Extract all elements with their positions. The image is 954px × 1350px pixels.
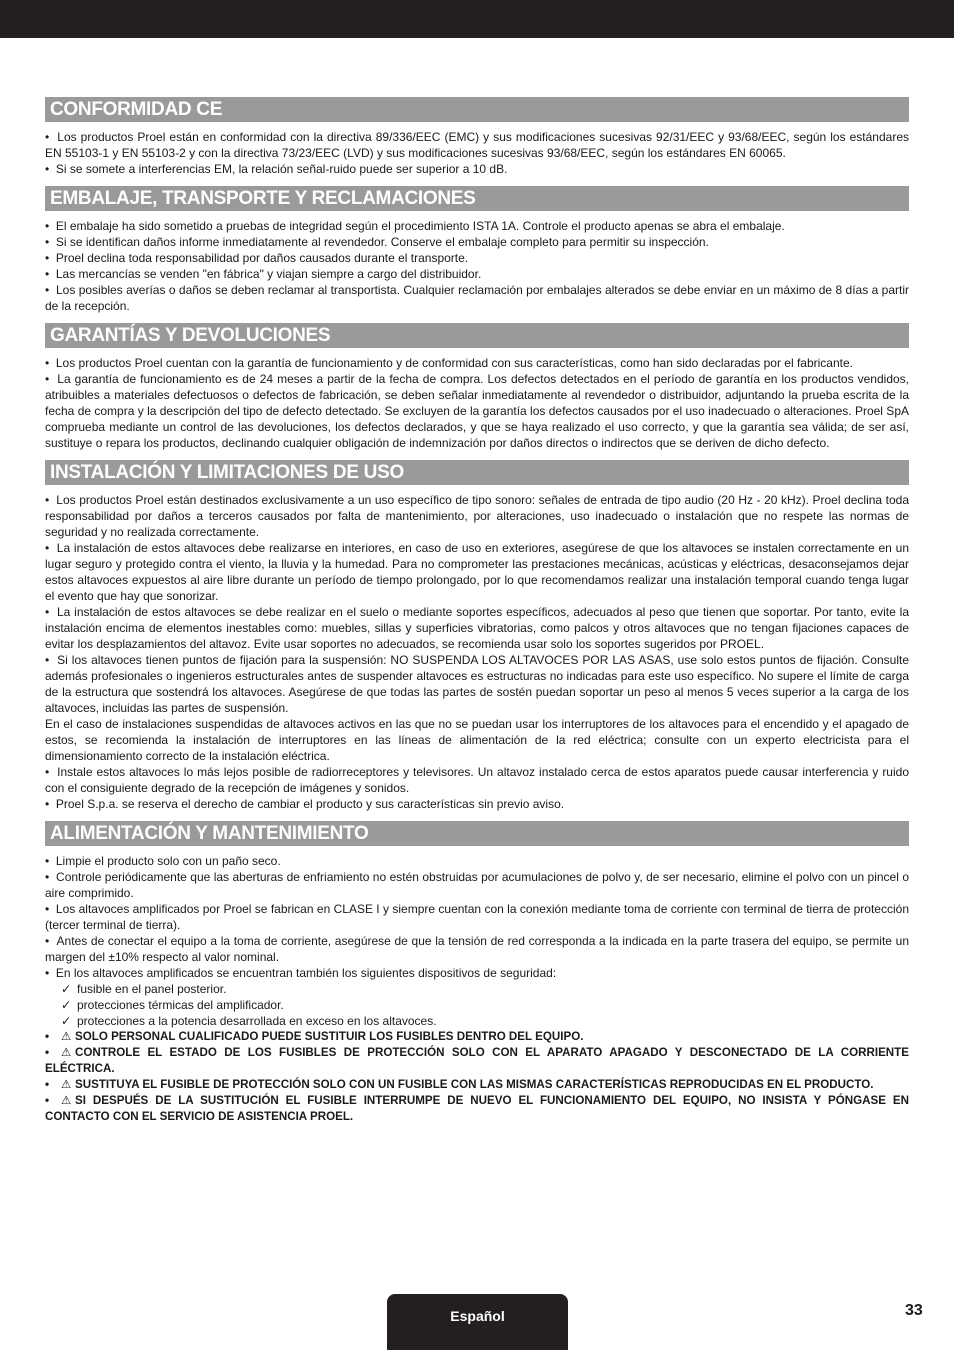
paragraph: • El embalaje ha sido sometido a pruebas de integridad según el procedimiento ISTA 1A. Controle el producto apenas se abra el embalaje. <box>45 219 785 233</box>
paragraph: • Los productos Proel cuentan con la garantía de funcionamiento y de conformidad con sus características, como han sido declaradas por el fabricante. <box>45 356 853 370</box>
warning-icon: ⚠ <box>61 1078 72 1091</box>
paragraph: • Los productos Proel están destinados exclusivamente a un uso específico de tipo sonoro: señales de entrada de tipo audio (20 Hz - 20 kHz). Proel declina toda responsabilidad por daños a terceros causados por falta de mantenimiento, por alteraciones, uso inadecuado o instalación que no respete las normas de seguridad y no realizada correctamente. <box>45 493 909 539</box>
paragraph: • La instalación de estos altavoces se debe realizar en el suelo o mediante soportes específicos, adecuados al peso que tienen que soportar. Por tanto, evite la instalación encima de elementos inestables como: muebles, sillas y superficies vibratorias, como palcos y otros altavoces que no tengan fijaciones capaces de evitar los desplazamientos del altavoz. Evite usar soportes no adecuados, se recomienda usar solo los soportes sugeridos por PROEL. <box>45 605 909 651</box>
section-conformidad-ce <box>45 97 909 177</box>
paragraph: • Proel declina toda responsabilidad por daños causados durante el transporte. <box>45 251 469 265</box>
page-number: 33 <box>905 1302 923 1319</box>
bullet-icon: • <box>45 1094 50 1107</box>
paragraph: • Los posibles averías o daños se deben reclamar al transportista. Cualquier reclamación por embalajes alterados se debe enviar en un máximo de 8 días a partir de la recepción. <box>45 283 909 313</box>
top-bar <box>0 0 954 38</box>
check-item-text: fusible en el panel posterior. <box>77 982 227 996</box>
bullet-icon: • <box>45 1030 50 1043</box>
paragraph: • Limpie el producto solo con un paño seco. <box>45 854 281 868</box>
section-body <box>45 218 909 314</box>
section-body <box>45 129 909 177</box>
warning-item <box>45 1029 909 1045</box>
bullet-icon: • <box>45 1078 50 1091</box>
section-instalacion <box>45 460 909 812</box>
section-garantias <box>45 323 909 451</box>
check-item <box>45 1013 909 1029</box>
language-tab <box>387 1294 568 1350</box>
warning-text: SUSTITUYA EL FUSIBLE DE PROTECCIÓN SOLO CON UN FUSIBLE CON LAS MISMAS CARACTERÍSTICAS REPRODUCIDAS EN EL PRODUCTO. <box>75 1078 874 1091</box>
section-title: EMBALAJE, TRANSPORTE Y RECLAMACIONES <box>45 186 909 211</box>
warning-icon: ⚠ <box>61 1046 72 1059</box>
paragraph: En el caso de instalaciones suspendidas de altavoces activos en las que no se puedan usar los interruptores de los altavoces para el encendido y el apagado de estos, se recomienda la instalación de interruptores en las líneas de alimentación de la red eléctrica; consulte con un experto electricista para el dimensionamiento correcto de la instalación eléctrica. <box>45 717 909 763</box>
check-icon: ✓ <box>61 998 72 1012</box>
section-title: GARANTÍAS Y DEVOLUCIONES <box>45 323 909 348</box>
section-embalaje <box>45 186 909 314</box>
check-item <box>45 981 909 997</box>
section-body <box>45 853 909 1125</box>
warning-icon: ⚠ <box>61 1094 72 1107</box>
section-title: INSTALACIÓN Y LIMITACIONES DE USO <box>45 460 909 485</box>
section-body <box>45 355 909 451</box>
warning-text: SI DESPUÉS DE LA SUSTITUCIÓN EL FUSIBLE INTERRUMPE DE NUEVO EL FUNCIONAMIENTO DEL EQUIPO, NO INSISTA Y PÓNGASE EN CONTACTO CON EL SERVICIO DE ASISTENCIA PROEL. <box>45 1094 909 1123</box>
warning-text: CONTROLE EL ESTADO DE LOS FUSIBLES DE PROTECCIÓN SOLO CON EL APARATO APAGADO Y DESCONECTADO DE LA CORRIENTE ELÉCTRICA. <box>45 1046 909 1075</box>
check-item-text: protecciones a la potencia desarrollada en exceso en los altavoces. <box>77 1014 437 1028</box>
paragraph: • Controle periódicamente que las aberturas de enfriamiento no estén obstruidas por acumulaciones de polvo y, de ser necesario, elimine el polvo con un pincel o aire comprimido. <box>45 870 909 900</box>
check-icon: ✓ <box>61 1014 72 1028</box>
language-label: Español <box>450 1308 505 1324</box>
section-title: CONFORMIDAD CE <box>45 97 909 122</box>
paragraph: • Las mercancías se venden "en fábrica" y viajan siempre a cargo del distribuidor. <box>45 267 482 281</box>
section-alimentacion <box>45 821 909 1125</box>
paragraph: • Si se identifican daños informe inmediatamente al revendedor. Conserve el embalaje completo para permitir su inspección. <box>45 235 709 249</box>
warning-text: SOLO PERSONAL CUALIFICADO PUEDE SUSTITUIR LOS FUSIBLES DENTRO DEL EQUIPO. <box>75 1030 584 1043</box>
paragraph: • Los altavoces amplificados por Proel se fabrican en CLASE I y siempre cuentan con la conexión mediante toma de corriente con terminal de tierra de protección (tercer terminal de tierra). <box>45 902 909 932</box>
paragraph: • Instale estos altavoces lo más lejos posible de radiorreceptores y televisores. Un altavoz instalado cerca de estos aparatos puede causar interferencia y ruido con el consiguiente degrado de la recepción de imágenes y sonidos. <box>45 765 909 795</box>
section-title: ALIMENTACIÓN Y MANTENIMIENTO <box>45 821 909 846</box>
check-item <box>45 997 909 1013</box>
warning-item <box>45 1093 909 1125</box>
check-icon: ✓ <box>61 982 72 996</box>
section-body <box>45 492 909 812</box>
check-item-text: protecciones térmicas del amplificador. <box>77 998 284 1012</box>
paragraph: • La garantía de funcionamiento es de 24 meses a partir de la fecha de compra. Los defectos detectados en el período de garantía en los productos vendidos, atribuibles a materiales defectuosos o defectos de fabricación, se deben señalar inmediatamente al revendedor o distribuidor, adjuntando la prueba escrita de la fecha de compra y la descripción del tipo de defecto detectado. Se excluyen de la garantía los defectos causados por el uso inadecuado o alteraciones. Proel SpA comprueba mediante un control de las devoluciones, los defectos declarados, y que se haya realizado el uso correcto, y que la garantía sea válida; de ser así, sustituye o repara los productos, declinando cualquier obligación de indemnización por daños directos o indirectos que se deriven de dicho defecto. <box>45 372 909 450</box>
paragraph: • Antes de conectar el equipo a la toma de corriente, asegúrese de que la tensión de red corresponda a la indicada en la parte trasera del equipo, se permite un margen del ±10% respecto al valor nominal. <box>45 934 909 964</box>
warning-icon: ⚠ <box>61 1030 72 1043</box>
paragraph: • Si se somete a interferencias EM, la relación señal-ruido puede ser superior a 10 dB. <box>45 162 508 176</box>
paragraph: • Los productos Proel están en conformidad con la directiva 89/336/EEC (EMC) y sus modificaciones sucesivas 92/31/EEC y 93/68/EEC, según los estándares EN 55103-1 y EN 55103-2 y con la directiva 73/23/EEC (LVD) y sus modificaciones sucesivas 93/68/EEC, según los estándares EN 60065. <box>45 130 909 160</box>
warning-item <box>45 1045 909 1077</box>
bullet-icon: • <box>45 1046 50 1059</box>
paragraph: • En los altavoces amplificados se encuentran también los siguientes dispositivos de seguridad: <box>45 966 557 980</box>
paragraph: • Si los altavoces tienen puntos de fijación para la suspensión: NO SUSPENDA LOS ALTAVOCES POR LAS ASAS, use solo estos puntos de fijación. Consulte además profesionales o ingenieros estructurales antes de suspender altavoces es estructuras no indicadas para este uso específico. No supere el límite de carga de la estructura que sostendrá los altavoces. Asegúrese de que todas las partes de sostén puedan soportar un peso al menos 5 veces superior a la carga de los altavoces, incluidas las partes de suspensión. <box>45 653 909 715</box>
paragraph: • Proel S.p.a. se reserva el derecho de cambiar el producto y sus características sin previo aviso. <box>45 797 565 811</box>
paragraph: • La instalación de estos altavoces debe realizarse en interiores, en caso de uso en exteriores, asegúrese de que los altavoces se instalen correctamente en un lugar seguro y protegido contra el viento, la lluvia y la humedad. Para no comprometer las prestaciones mecánicas, acústicas y eléctricas, desaconsejamos dejar estos altavoces expuestos al aire libre durante un período de tiempo prolongado, por lo que recomendamos realizar una instalación temporal cuando tenga lugar el evento que hay que sonorizar. <box>45 541 909 603</box>
warning-item <box>45 1077 909 1093</box>
document-content <box>45 97 909 1134</box>
